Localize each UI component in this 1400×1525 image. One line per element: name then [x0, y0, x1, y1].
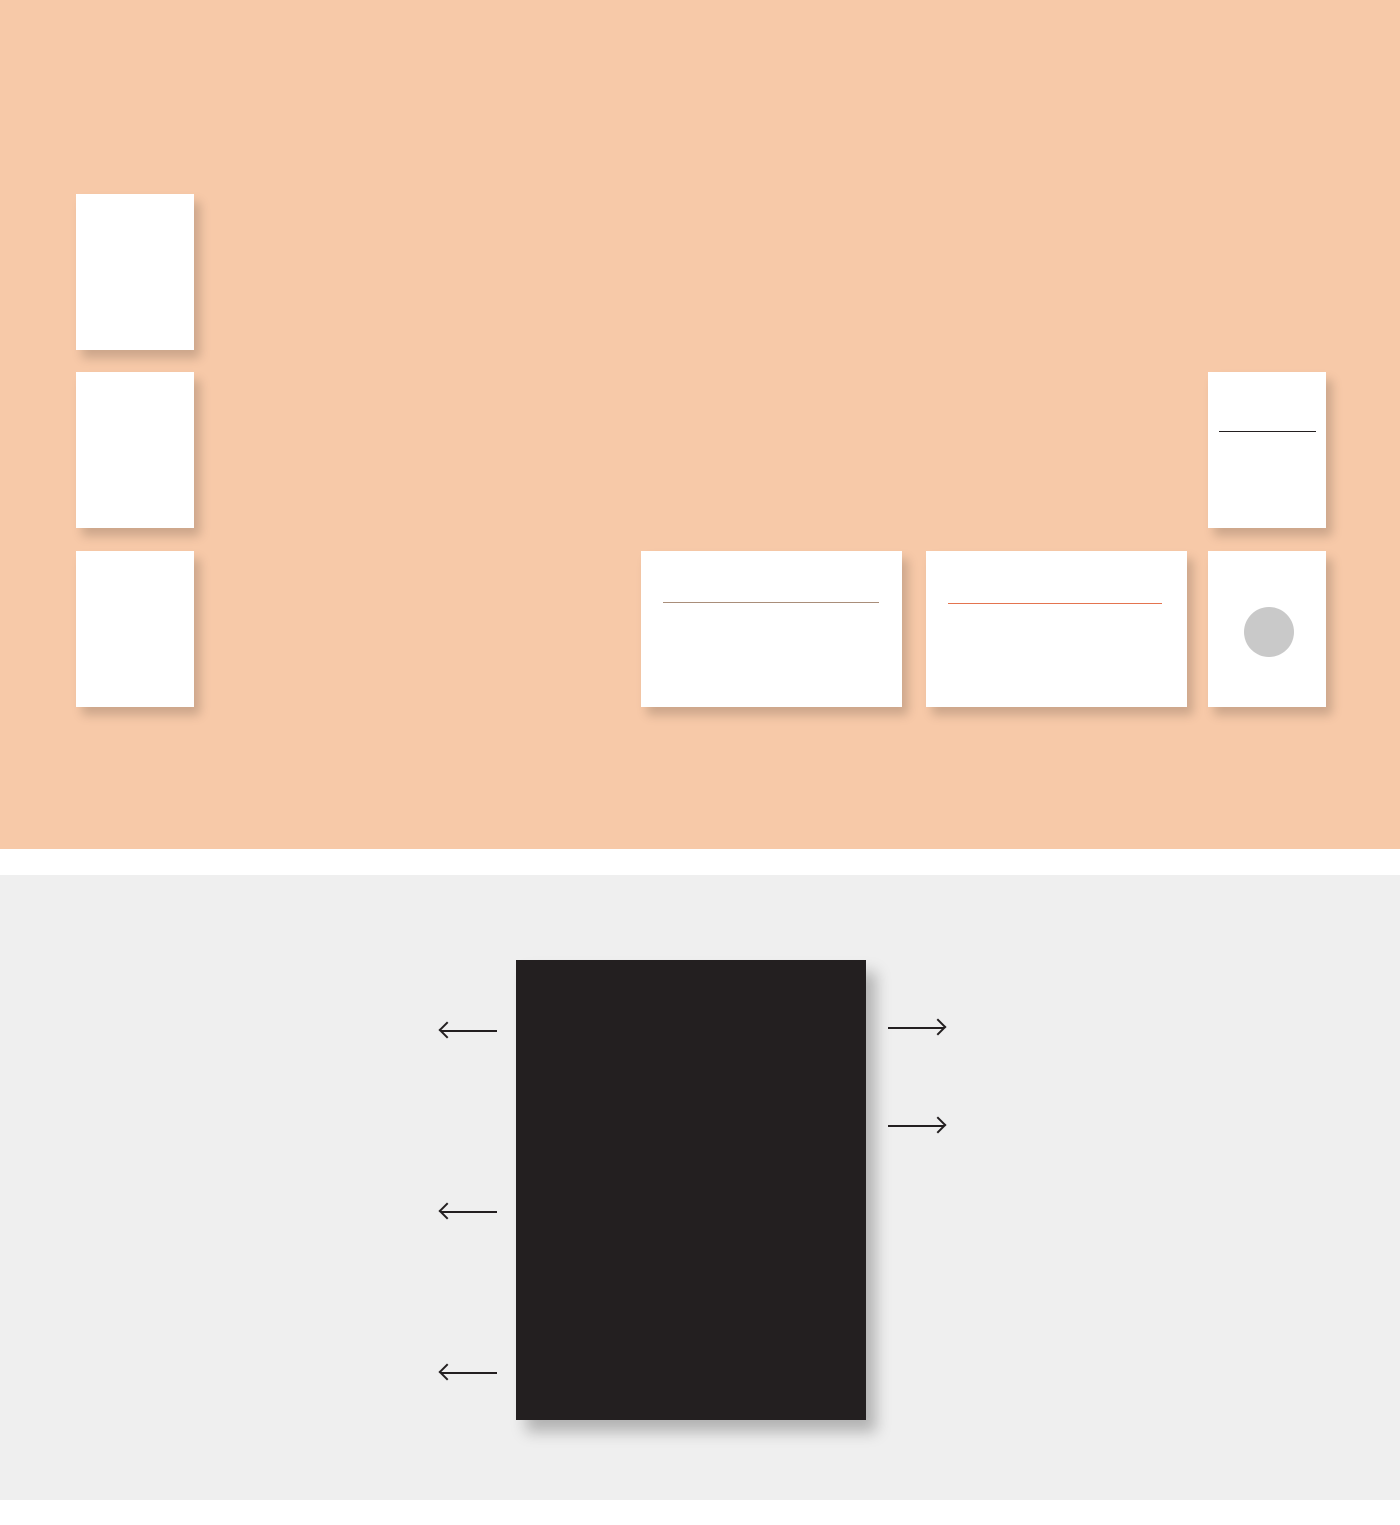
extra-meat-price: [1314, 409, 1316, 425]
extra-topping-price: [1314, 499, 1316, 515]
divider: [1219, 431, 1316, 432]
extras-card: [1208, 372, 1326, 528]
coffee-card: [641, 551, 902, 707]
choose-bagel-card: [76, 194, 194, 350]
arrow-right-icon: [888, 1027, 944, 1029]
detail-price: [828, 1005, 834, 1051]
logo-card: [1208, 551, 1326, 707]
divider: [663, 602, 879, 603]
arrow-right-icon: [888, 1125, 944, 1127]
juice-card: [926, 551, 1187, 707]
logo-circle: [1244, 607, 1294, 657]
arrow-left-icon: [441, 1211, 497, 1213]
juice-addon-price: [86, 493, 88, 514]
juice-addon-card: [76, 372, 194, 528]
detail-card: [516, 960, 866, 1420]
dressing-card: [76, 551, 194, 707]
divider: [948, 603, 1162, 604]
arrow-left-icon: [441, 1372, 497, 1374]
arrow-left-icon: [441, 1030, 497, 1032]
